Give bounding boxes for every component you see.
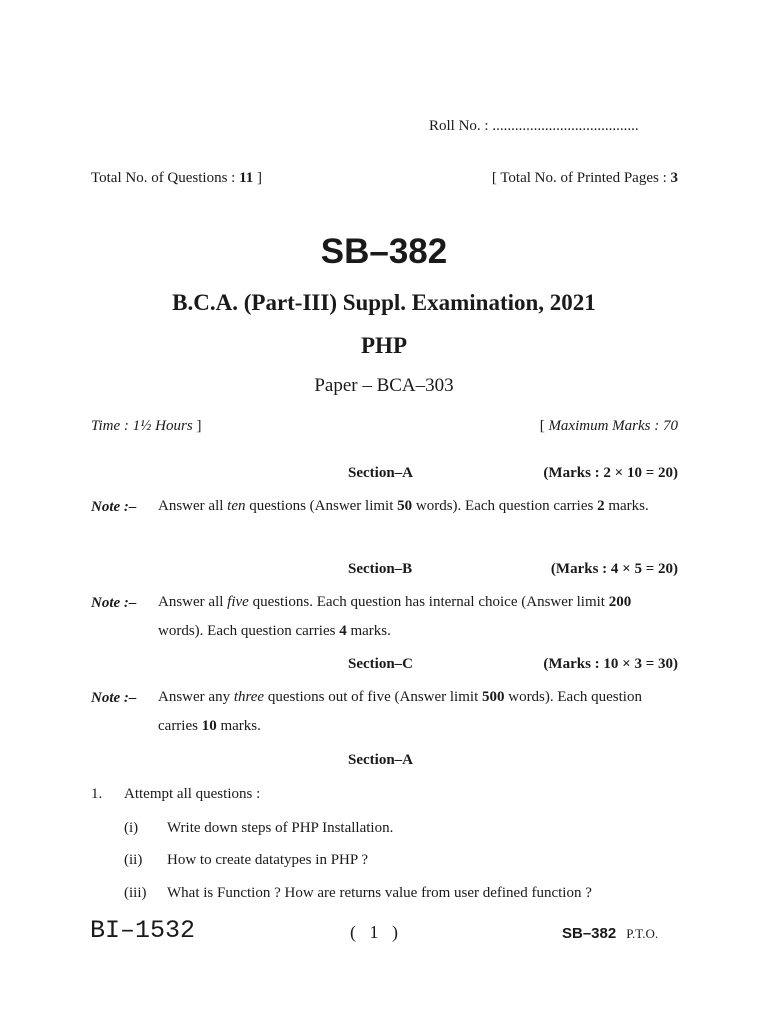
printed-pages <box>492 170 678 187</box>
time-label: Time : 1½ Hours <box>91 418 193 434</box>
sub-question-number: (iii) <box>124 885 147 901</box>
section-b-note-label <box>91 595 136 612</box>
section-a-note-label <box>91 499 136 516</box>
note-text: Answer all <box>158 498 228 514</box>
note-text: marks. <box>604 498 649 514</box>
note-emphasis: five <box>227 594 249 610</box>
note-text: words). Each question carries <box>158 689 642 734</box>
note-text: marks. <box>346 623 391 639</box>
note-text: questions (Answer limit <box>245 498 398 514</box>
section-b-note <box>158 588 678 646</box>
page-number: ( 1 ) <box>350 922 398 942</box>
note-label-text: Note :– <box>91 690 137 706</box>
section-a-note <box>158 492 678 521</box>
note-emphasis: ten <box>227 498 246 514</box>
sub-question-text: Write down steps of PHP Installation. <box>167 820 394 836</box>
note-text: words). Each question carries <box>412 498 598 514</box>
note-text: marks. <box>216 718 261 734</box>
section-b-marks: (Marks : 4 × 5 = 20) <box>550 561 678 577</box>
section-c-marks: (Marks : 10 × 3 = 30) <box>543 656 678 672</box>
total-questions-value: 11 <box>239 170 254 186</box>
sub-question-number: (ii) <box>124 852 143 868</box>
note-marks: 10 <box>201 718 217 734</box>
note-text: words). Each question carries <box>158 623 340 639</box>
note-text: questions. Each question has internal choice (Answer limit <box>248 594 609 610</box>
roll-number-field: Roll No. : ....................................... <box>429 118 639 134</box>
note-marks: 2 <box>597 498 605 514</box>
section-b-heading: Section–B <box>348 561 413 577</box>
footer-paper-code: SB–382 <box>562 925 617 942</box>
question-text: Attempt all questions : <box>124 786 261 802</box>
footer-booklet-code: BI–1532 <box>90 916 196 945</box>
marks-bracket: [ <box>539 418 549 434</box>
note-word-limit: 500 <box>481 689 505 705</box>
sub-question-number: (i) <box>124 820 139 836</box>
section-c-heading: Section–C <box>348 656 413 672</box>
paper-number: Paper – BCA–303 <box>314 375 454 396</box>
total-questions <box>91 170 262 187</box>
footer-right <box>562 925 658 943</box>
note-emphasis: three <box>233 689 265 705</box>
questions-section-heading: Section–A <box>348 752 413 768</box>
marks-label: Maximum Marks : 70 <box>548 418 678 434</box>
section-a-heading: Section–A <box>348 465 413 481</box>
time-allowed <box>91 418 201 435</box>
note-text: questions out of five (Answer limit <box>264 689 482 705</box>
section-c-note <box>158 683 678 741</box>
note-text: Answer any <box>158 689 234 705</box>
total-questions-label: Total No. of Questions : <box>91 170 240 186</box>
question-number: 1. <box>91 786 103 802</box>
note-marks: 4 <box>339 623 347 639</box>
subject-title: PHP <box>361 333 407 358</box>
total-questions-bracket: ] <box>253 170 263 186</box>
section-c-note-label <box>91 690 136 707</box>
printed-pages-value: 3 <box>670 170 678 186</box>
note-text: Answer all <box>158 594 228 610</box>
pto-label: P.T.O. <box>626 926 659 941</box>
note-label-text: Note :– <box>91 499 137 515</box>
sub-question-text: What is Function ? How are returns value from user defined function ? <box>167 885 592 901</box>
maximum-marks <box>540 418 678 435</box>
time-bracket: ] <box>192 418 202 434</box>
sub-question-text: How to create datatypes in PHP ? <box>167 852 369 868</box>
paper-code: SB–382 <box>320 232 448 271</box>
note-label-text: Note :– <box>91 595 137 611</box>
note-word-limit: 200 <box>608 594 632 610</box>
note-word-limit: 50 <box>397 498 413 514</box>
printed-pages-label: [ Total No. of Printed Pages : <box>491 170 671 186</box>
section-a-marks: (Marks : 2 × 10 = 20) <box>543 465 678 481</box>
exam-title: B.C.A. (Part-III) Suppl. Examination, 2021 <box>172 290 596 315</box>
